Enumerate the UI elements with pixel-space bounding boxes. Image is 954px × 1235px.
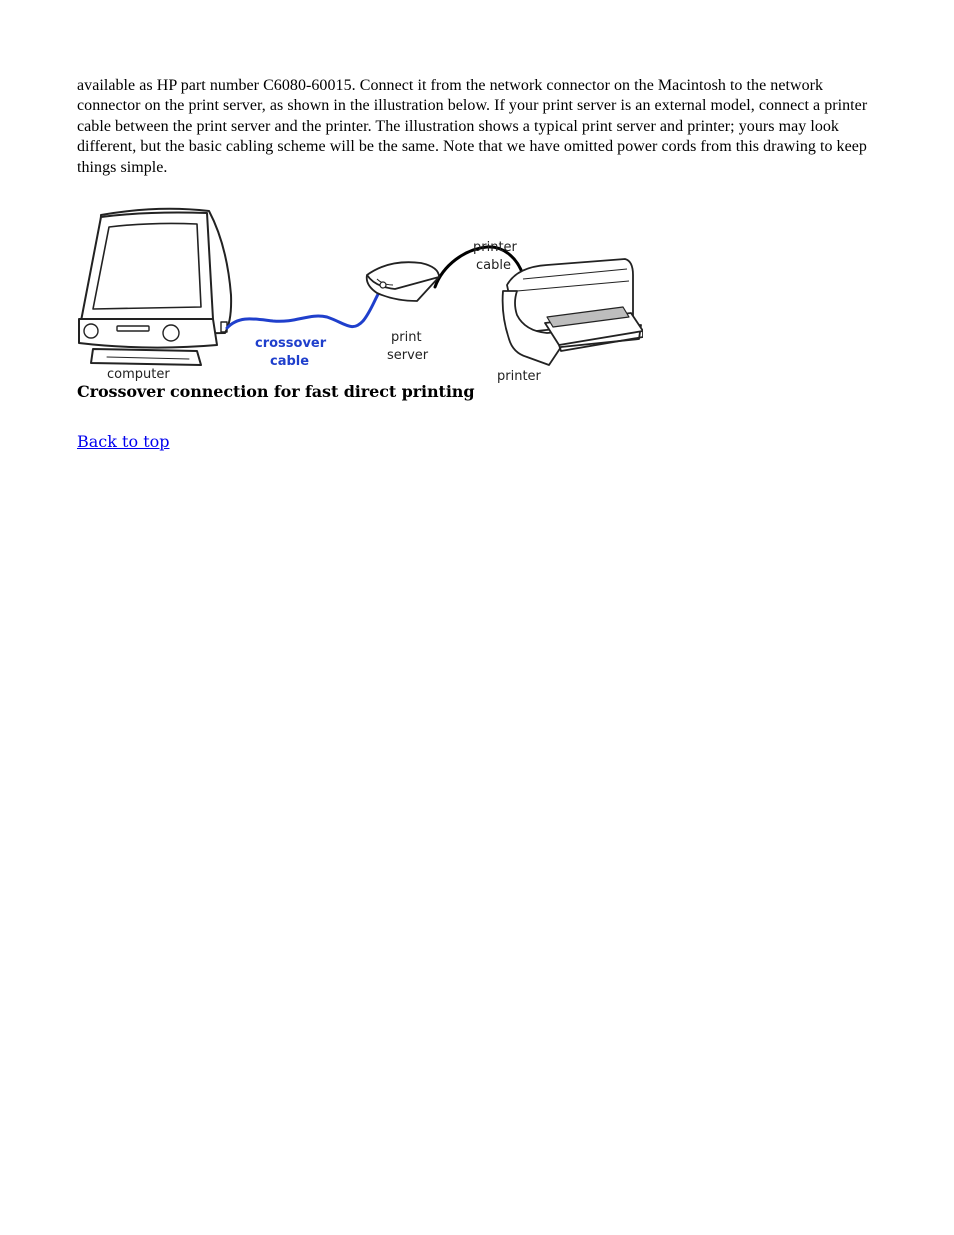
crossover-cable	[227, 285, 385, 328]
printer-cable-label-line1: printer	[473, 240, 517, 255]
print-server-label-line1: print	[391, 330, 422, 345]
cabling-diagram-svg	[77, 205, 643, 385]
computer-illustration	[79, 209, 231, 365]
crossover-cable-label-line1: crossover	[255, 336, 327, 351]
cabling-illustration	[77, 205, 643, 385]
print-server-label-line2: server	[387, 348, 429, 363]
figure-caption: Crossover connection for fast direct printing	[77, 382, 475, 401]
page-content	[77, 76, 877, 451]
printer-label: printer	[497, 369, 541, 384]
printer-illustration	[503, 259, 643, 365]
crossover-cable-label-line2: cable	[270, 354, 310, 369]
computer-label: computer	[107, 367, 170, 382]
back-to-top-link[interactable]: Back to top	[77, 432, 170, 451]
printer-cable-label-line2: cable	[476, 258, 511, 273]
body-paragraph: available as HP part number C6080-60015. Connect it from the network connector on the Macintosh to the network connector on the print server, as shown in the illustration below. If your print server is an external model, connect a printer cable between the print server and the printer. The illustration shows a typical print server and printer; yours may look different, but the basic cabling scheme will be the same. Note that we have omitted power cords from this drawing to keep things simple.	[77, 77, 868, 176]
